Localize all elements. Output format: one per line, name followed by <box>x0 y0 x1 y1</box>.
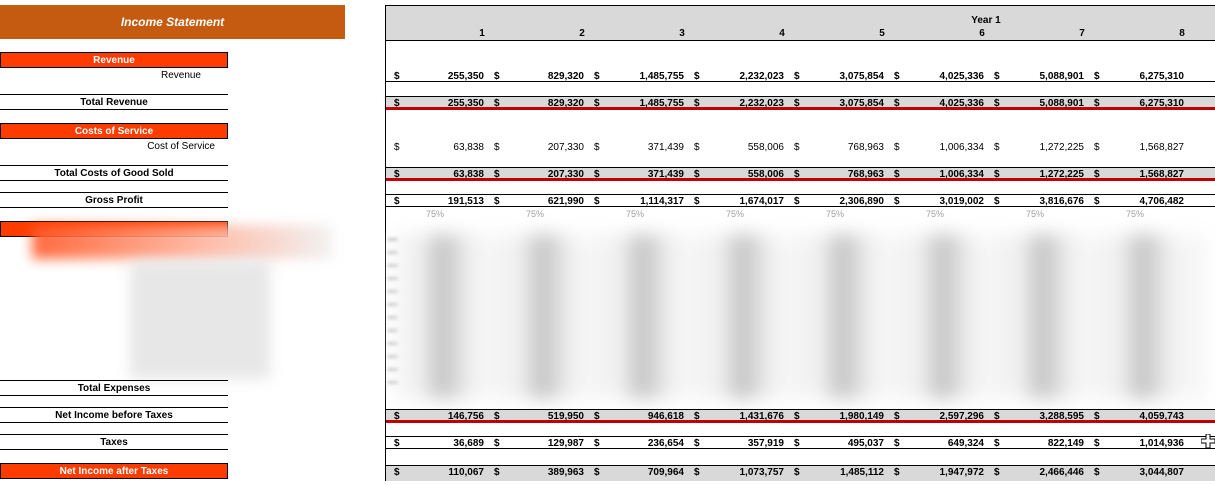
currency-symbol: $ <box>894 438 900 449</box>
label-total-expenses: Total Expenses <box>0 380 228 396</box>
row-net-before-tax <box>386 409 1215 423</box>
value-cell[interactable]: 768,963 <box>847 142 884 153</box>
currency-symbol: $ <box>694 98 700 109</box>
col-header-6[interactable]: 6 <box>979 28 985 39</box>
value-cell[interactable]: 3,019,002 <box>939 196 984 207</box>
value-cell[interactable]: 1,114,317 <box>640 196 684 207</box>
value-cell[interactable]: 1,073,757 <box>739 467 784 478</box>
currency-symbol: $ <box>1094 438 1100 449</box>
gross-margin-cell: 75% <box>626 209 645 219</box>
currency-symbol: $ <box>494 142 500 153</box>
row-total-cogs <box>386 167 1215 181</box>
value-cell[interactable]: 3,075,854 <box>839 71 884 82</box>
value-cell[interactable]: 3,044,807 <box>1139 467 1184 478</box>
currency-symbol: $ <box>694 467 700 478</box>
row-total-revenue <box>386 96 1215 110</box>
income-statement-title: Income Statement <box>0 5 345 39</box>
value-cell[interactable]: 1,947,972 <box>939 467 984 478</box>
col-header-3[interactable]: 3 <box>679 28 685 39</box>
currency-symbol: $ <box>394 438 400 449</box>
value-cell[interactable]: 146,756 <box>447 411 484 422</box>
value-cell[interactable]: 371,439 <box>647 169 684 180</box>
currency-symbol: $ <box>494 438 500 449</box>
currency-symbol: $ <box>1094 169 1100 180</box>
currency-symbol: $ <box>694 438 700 449</box>
currency-symbol: $ <box>394 196 400 207</box>
value-cell[interactable]: 1,980,149 <box>839 411 884 422</box>
value-cell[interactable]: 3,288,595 <box>1039 411 1084 422</box>
currency-symbol: $ <box>1094 71 1100 82</box>
currency-symbol: $ <box>994 98 1000 109</box>
currency-symbol: $ <box>694 71 700 82</box>
currency-symbol: $ <box>694 142 700 153</box>
value-cell[interactable]: 5,088,901 <box>1039 98 1084 109</box>
gross-margin-cell: 75% <box>1026 209 1045 219</box>
currency-symbol: $ <box>594 169 600 180</box>
value-cell[interactable]: 2,232,023 <box>739 98 784 109</box>
currency-symbol: $ <box>894 98 900 109</box>
currency-symbol: $ <box>994 142 1000 153</box>
value-cell[interactable]: 621,990 <box>547 196 584 207</box>
currency-symbol: $ <box>594 196 600 207</box>
value-cell[interactable]: 191,513 <box>447 196 484 207</box>
col-header-2[interactable]: 2 <box>579 28 585 39</box>
currency-symbol: $ <box>494 196 500 207</box>
value-cell[interactable]: 829,320 <box>547 98 584 109</box>
value-cell[interactable]: 1,674,017 <box>739 196 784 207</box>
gross-margin-cell: 75% <box>826 209 845 219</box>
value-cell[interactable]: 3,075,854 <box>839 98 884 109</box>
value-cell[interactable]: 4,025,336 <box>939 98 984 109</box>
crosshair-cursor-icon <box>1201 434 1215 448</box>
currency-symbol: $ <box>594 98 600 109</box>
value-cell[interactable]: 4,059,743 <box>1139 411 1184 422</box>
value-cell[interactable]: 495,037 <box>847 438 884 449</box>
col-header-5[interactable]: 5 <box>879 28 885 39</box>
currency-symbol: $ <box>694 196 700 207</box>
currency-symbol: $ <box>594 142 600 153</box>
currency-symbol: $ <box>394 98 400 109</box>
currency-symbol: $ <box>594 438 600 449</box>
year-label: Year 1 <box>971 15 1001 26</box>
value-cell[interactable]: 6,275,310 <box>1139 98 1184 109</box>
currency-symbol: $ <box>794 98 800 109</box>
row-cost-of-service <box>386 141 1215 154</box>
value-cell[interactable]: 63,838 <box>453 142 484 153</box>
value-cell[interactable]: 207,330 <box>547 142 584 153</box>
currency-symbol: $ <box>994 71 1000 82</box>
blurred-expense-values <box>396 234 1204 399</box>
currency-symbol: $ <box>1094 411 1100 422</box>
value-cell[interactable]: 558,006 <box>747 142 784 153</box>
value-cell[interactable]: 1,272,225 <box>1039 169 1084 180</box>
currency-symbol: $ <box>794 467 800 478</box>
currency-symbol: $ <box>494 467 500 478</box>
gross-margin-cell: 75% <box>926 209 945 219</box>
value-cell[interactable]: 4,025,336 <box>939 71 984 82</box>
currency-symbol: $ <box>394 411 400 422</box>
value-cell[interactable]: 3,816,676 <box>1039 196 1084 207</box>
value-cell[interactable]: 768,963 <box>847 169 884 180</box>
currency-symbol: $ <box>594 71 600 82</box>
gross-margin-cell: 75% <box>526 209 545 219</box>
currency-symbol: $ <box>994 411 1000 422</box>
value-cell[interactable]: 946,618 <box>647 411 684 422</box>
currency-symbol: $ <box>594 411 600 422</box>
col-header-7[interactable]: 7 <box>1079 28 1085 39</box>
blurred-expense-header <box>32 225 332 259</box>
label-cost-line: Cost of Service <box>147 141 215 152</box>
currency-symbol: $ <box>794 71 800 82</box>
value-cell[interactable]: 255,350 <box>447 71 484 82</box>
label-total-revenue: Total Revenue <box>0 94 228 110</box>
currency-symbol: $ <box>1094 98 1100 109</box>
value-cell[interactable]: 1,568,827 <box>1139 142 1184 153</box>
col-header-1[interactable]: 1 <box>479 28 485 39</box>
value-cell[interactable]: 519,950 <box>547 411 584 422</box>
value-cell[interactable]: 4,706,482 <box>1139 196 1184 207</box>
value-cell[interactable]: 2,597,296 <box>939 411 984 422</box>
currency-symbol: $ <box>994 196 1000 207</box>
value-cell[interactable]: 1,485,755 <box>639 98 684 109</box>
value-cell[interactable]: 2,466,446 <box>1039 467 1084 478</box>
currency-symbol: $ <box>1094 142 1100 153</box>
label-total-cogs: Total Costs of Good Sold <box>0 165 228 181</box>
value-cell[interactable]: 1,014,936 <box>1139 438 1184 449</box>
row-revenue <box>386 70 1215 82</box>
label-gross-profit: Gross Profit <box>0 192 228 208</box>
value-cell[interactable]: 1,485,112 <box>840 467 884 478</box>
currency-symbol: $ <box>1094 196 1100 207</box>
value-cell[interactable]: 110,067 <box>448 467 484 478</box>
row-taxes <box>386 436 1215 449</box>
value-cell[interactable]: 1,006,334 <box>939 169 984 180</box>
currency-symbol: $ <box>894 71 900 82</box>
currency-symbol: $ <box>394 169 400 180</box>
col-header-4[interactable]: 4 <box>779 28 785 39</box>
value-cell[interactable]: 2,232,023 <box>739 71 784 82</box>
currency-symbol: $ <box>894 467 900 478</box>
value-cell[interactable]: 2,306,890 <box>839 196 884 207</box>
label-revenue-line: Revenue <box>160 70 201 81</box>
currency-symbol: $ <box>594 467 600 478</box>
value-cell[interactable]: 822,149 <box>1047 438 1084 449</box>
label-net-before-tax: Net Income before Taxes <box>0 407 228 423</box>
gross-margin-cell: 75% <box>726 209 745 219</box>
currency-symbol: $ <box>694 411 700 422</box>
row-gross-profit <box>386 194 1215 207</box>
currency-symbol: $ <box>994 467 1000 478</box>
row-net-after-tax <box>386 465 1215 481</box>
gross-margin-cell: 75% <box>1126 209 1145 219</box>
label-taxes: Taxes <box>0 434 228 450</box>
currency-symbol: $ <box>794 196 800 207</box>
currency-symbol: $ <box>394 142 400 153</box>
col-header-8[interactable]: 8 <box>1179 28 1185 39</box>
value-cell[interactable]: 1,006,334 <box>939 142 984 153</box>
section-label-revenue[interactable]: Revenue <box>0 52 228 68</box>
value-cell[interactable]: 1,568,827 <box>1139 169 1184 180</box>
value-cell[interactable]: 558,006 <box>747 169 784 180</box>
value-cell[interactable]: 1,272,225 <box>1039 142 1084 153</box>
value-cell[interactable]: 1,431,676 <box>739 411 784 422</box>
currency-symbol: $ <box>994 169 1000 180</box>
blurred-expense-labels <box>130 262 270 380</box>
currency-symbol: $ <box>694 169 700 180</box>
currency-symbol: $ <box>894 142 900 153</box>
currency-symbol: $ <box>794 169 800 180</box>
value-cell[interactable]: 5,088,901 <box>1039 71 1084 82</box>
currency-symbol: $ <box>794 438 800 449</box>
currency-symbol: $ <box>494 98 500 109</box>
income-statement-grid[interactable] <box>385 5 1215 481</box>
currency-symbol: $ <box>1094 467 1100 478</box>
section-label-costs-of-service[interactable]: Costs of Service <box>0 123 228 139</box>
currency-symbol: $ <box>794 142 800 153</box>
currency-symbol: $ <box>894 169 900 180</box>
value-cell[interactable]: 649,324 <box>947 438 984 449</box>
value-cell[interactable]: 207,330 <box>547 169 584 180</box>
column-header-band <box>386 6 1215 41</box>
value-cell[interactable]: 829,320 <box>547 71 584 82</box>
value-cell[interactable]: 1,485,755 <box>639 71 684 82</box>
value-cell[interactable]: 236,654 <box>647 438 684 449</box>
value-cell[interactable]: 36,689 <box>453 438 484 449</box>
currency-symbol: $ <box>494 169 500 180</box>
value-cell[interactable]: 709,964 <box>647 467 684 478</box>
section-label-net-after-tax[interactable]: Net Income after Taxes <box>0 463 228 479</box>
currency-symbol: $ <box>894 411 900 422</box>
value-cell[interactable]: 389,963 <box>547 467 584 478</box>
value-cell[interactable]: 357,919 <box>747 438 784 449</box>
value-cell[interactable]: 129,987 <box>547 438 584 449</box>
currency-symbol: $ <box>994 438 1000 449</box>
value-cell[interactable]: 63,838 <box>453 169 484 180</box>
value-cell[interactable]: 255,350 <box>447 98 484 109</box>
currency-symbol: $ <box>394 467 400 478</box>
gross-margin-cell: 75% <box>426 209 445 219</box>
value-cell[interactable]: 6,275,310 <box>1139 71 1184 82</box>
currency-symbol: $ <box>494 411 500 422</box>
currency-symbol: $ <box>394 71 400 82</box>
value-cell[interactable]: 371,439 <box>647 142 684 153</box>
currency-symbol: $ <box>494 71 500 82</box>
currency-symbol: $ <box>894 196 900 207</box>
currency-symbol: $ <box>794 411 800 422</box>
